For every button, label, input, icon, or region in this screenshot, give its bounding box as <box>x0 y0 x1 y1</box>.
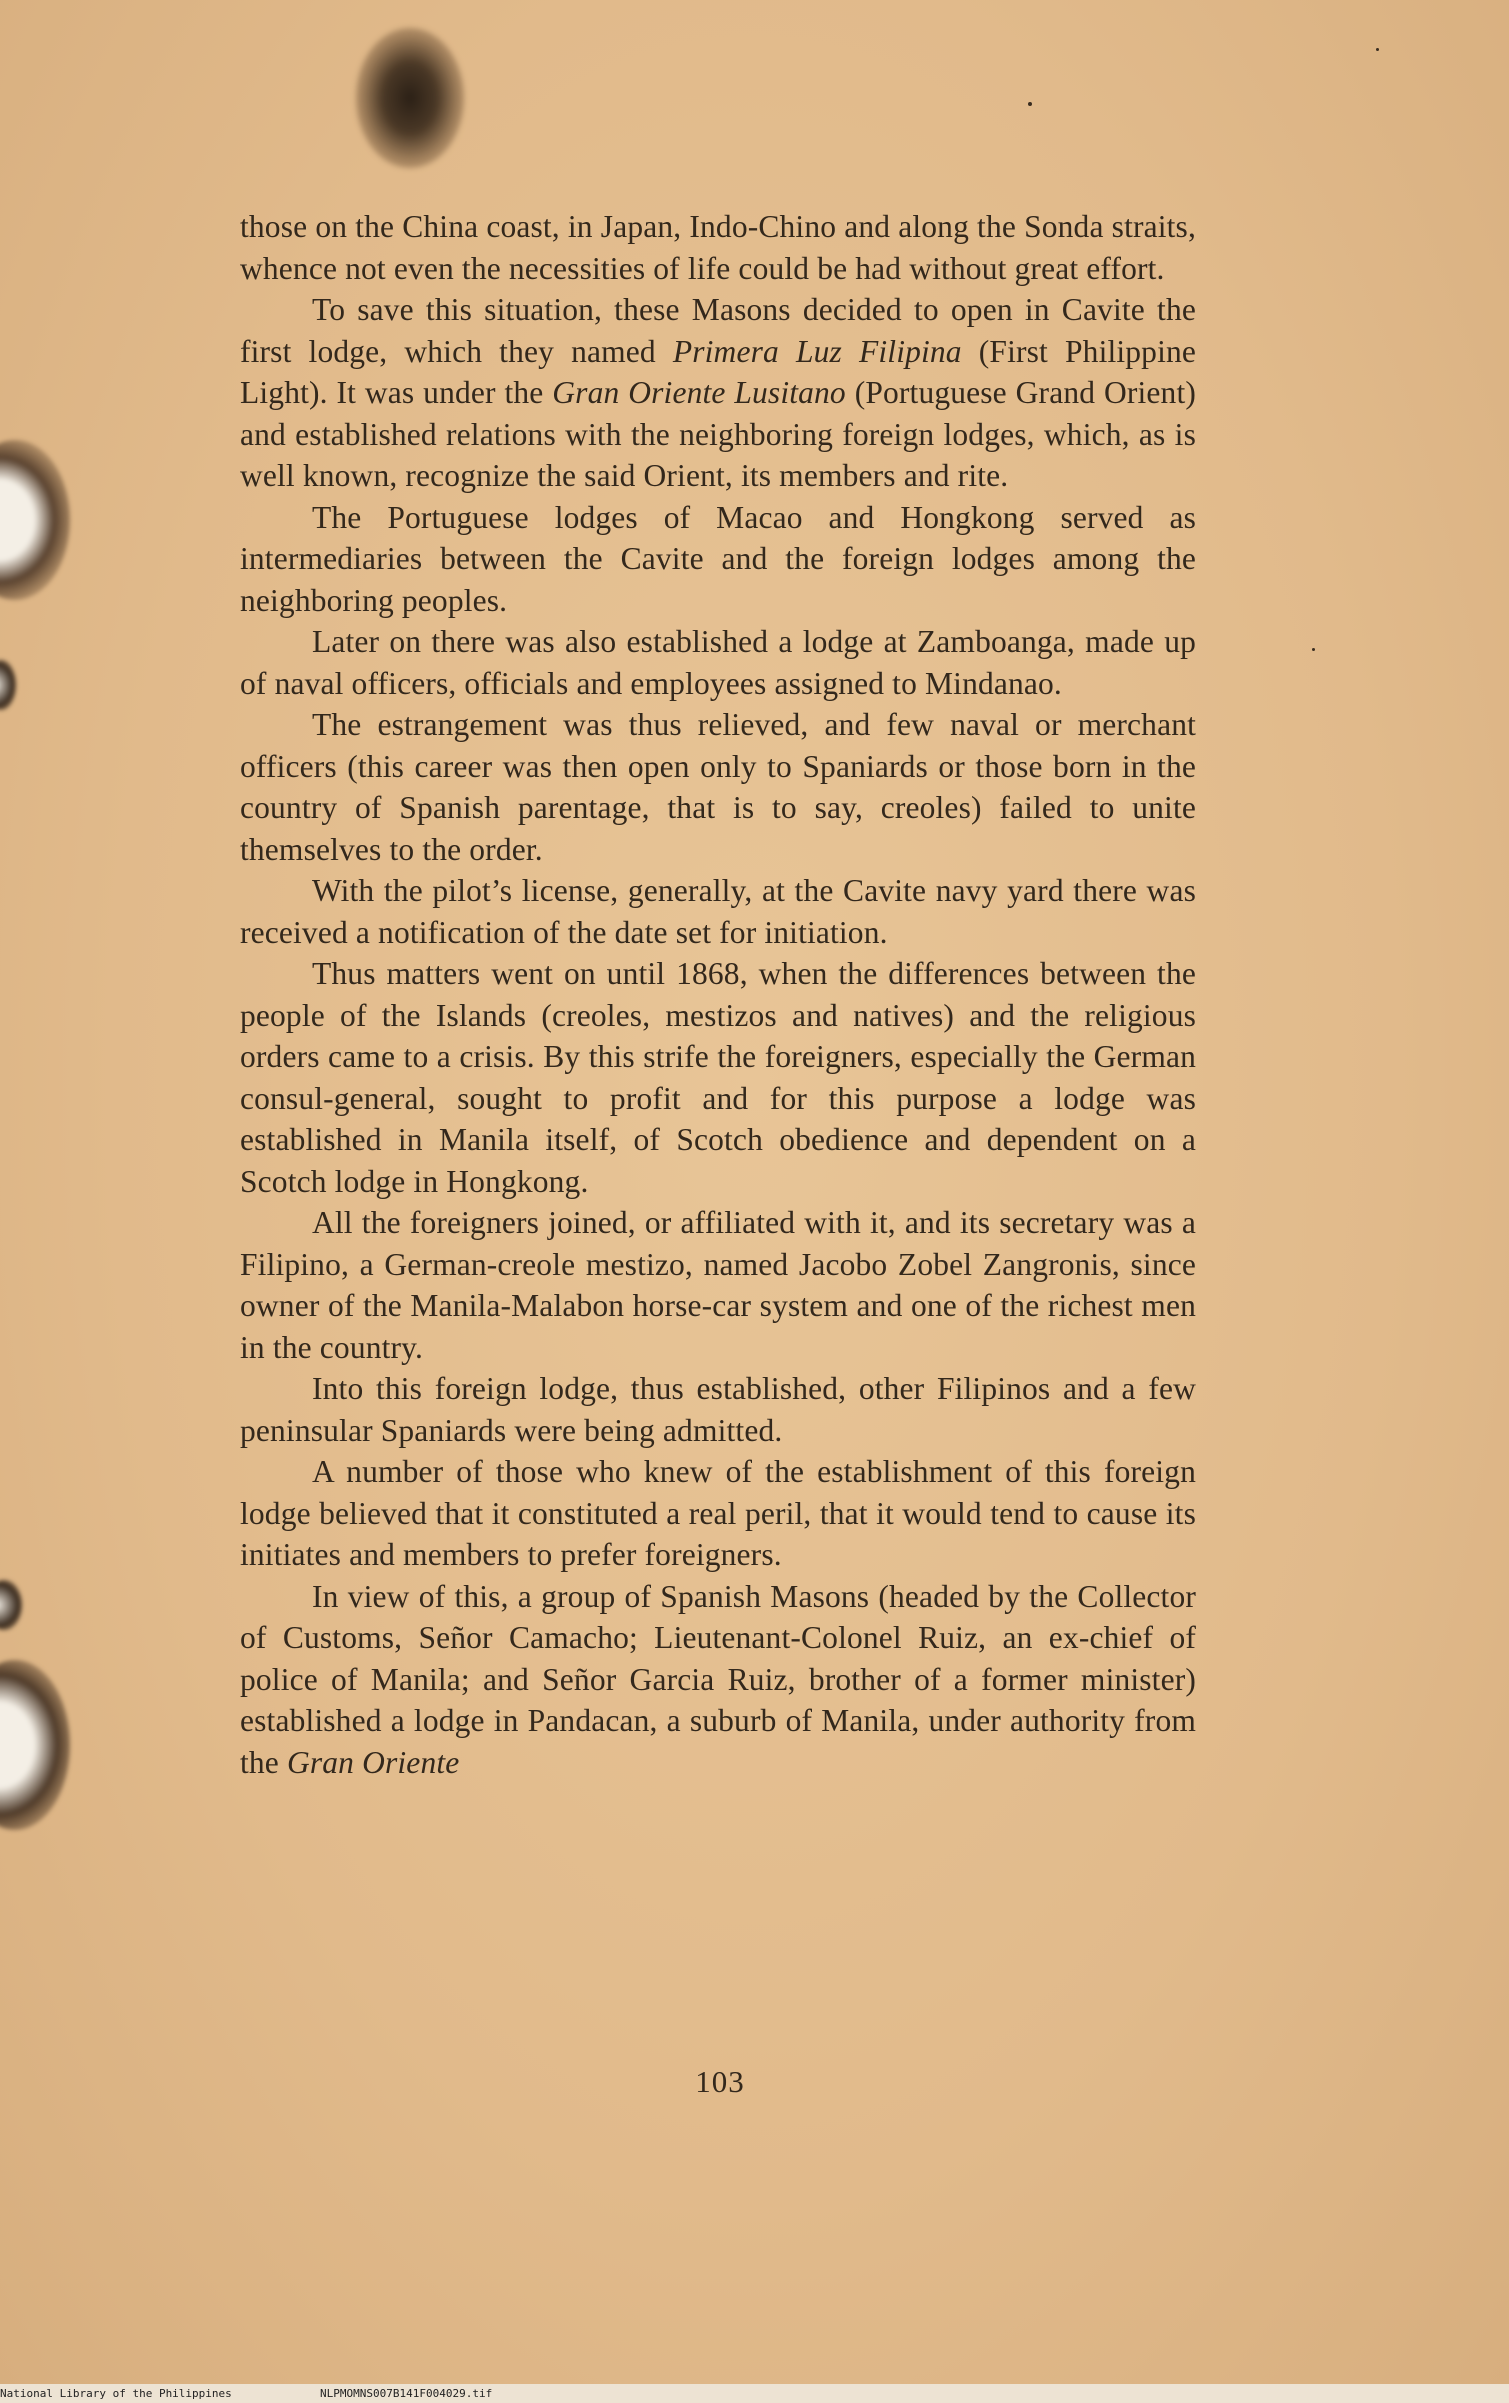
paragraph <box>240 1202 1196 1368</box>
text-run: All the foreigners joined, or affiliated with it, and its secretary was a Filipino, a German-creole mestizo, named Jacobo Zobel Zangronis, since owner of the Manila-Malabon horse-car system and one of the richest men in the country. <box>240 1205 1196 1365</box>
text-run: To save this situation, these Masons decided to open in Cavite the first lodge, which they named <box>240 292 1196 369</box>
paragraph <box>240 870 1196 953</box>
footer-library: National Library of the Philippines <box>0 2387 232 2400</box>
body-text <box>240 206 1196 1783</box>
text-run: Thus matters went on until 1868, when the differences between the people of the Islands (creoles, mestizos and natives) and the religious orders came to a crisis. By this strife the foreigners, especially the German consul-general, sought to profit and for this purpose a lodge was established in Manila itself, of Scotch obedience and dependent on a Scotch lodge in Hongkong. <box>240 956 1196 1199</box>
paragraph <box>240 289 1196 497</box>
text-run: With the pilot’s license, generally, at the Cavite navy yard there was received a notification of the date set for initiation. <box>240 873 1196 950</box>
paragraph <box>240 704 1196 870</box>
text-run: Later on there was also established a lodge at Zamboanga, made up of naval officers, officials and employees assigned to Mindanao. <box>240 624 1196 701</box>
text-run: (Portuguese Grand Orient) and established relations with the neighboring foreign lodges, which, as is well known, recognize the said Orient, its members and rite. <box>240 375 1196 493</box>
edge-damage <box>0 440 70 600</box>
text-run: The Portuguese lodges of Macao and Hongkong served as intermediaries between the Cavite and the foreign lodges among the neighboring peoples. <box>240 499 1196 618</box>
speck <box>1312 648 1315 651</box>
italic-term: Gran Oriente Lusitano <box>552 375 846 410</box>
text-run: In view of this, a group of Spanish Masons (headed by the Collector of Customs, Señor Camacho; Lieutenant-Colonel Ruiz, an ex-chief of police of Manila; and Señor Garcia Ruiz, brother of a former minister) established a lodge in Pandacan, a suburb of Manila, under authority from the <box>240 1578 1196 1780</box>
ink-stain <box>356 28 464 168</box>
paragraph <box>240 1576 1196 1784</box>
text-run: those on the China coast, in Japan, Indo-Chino and along the Sonda straits, whence not even the necessities of life could be had without great effort. <box>240 209 1196 286</box>
edge-damage <box>0 660 16 710</box>
italic-term: Primera Luz Filipina <box>672 333 962 369</box>
text-run: The estrangement was thus relieved, and few naval or merchant officers (this career was then open only to Spaniards or those born in the country of Spanish parentage, that is to say, creoles) failed to unite themselves to the order. <box>240 707 1196 867</box>
italic-term: Gran Oriente <box>286 1744 460 1780</box>
text-run: (First Philippine Light). It was under the <box>240 333 1197 410</box>
paragraph <box>240 1368 1196 1451</box>
paragraph <box>240 953 1196 1202</box>
speck <box>1376 48 1379 51</box>
paragraph <box>240 1451 1196 1576</box>
footer-file-id: NLPMOMNS007B141F004029.tif <box>320 2387 493 2400</box>
edge-damage <box>0 1580 22 1630</box>
text-run: Into this foreign lodge, thus established, other Filipinos and a few peninsular Spaniards were being admitted. <box>240 1371 1196 1448</box>
speck <box>1028 102 1032 106</box>
paragraph <box>240 497 1196 622</box>
scan-footer <box>0 2384 1509 2403</box>
paragraph <box>240 621 1196 704</box>
paragraph <box>240 206 1196 289</box>
page-number: 103 <box>695 2064 745 2099</box>
edge-damage <box>0 1660 70 1830</box>
text-run: A number of those who knew of the establishment of this foreign lodge believed that it constituted a real peril, that it would tend to cause its initiates and members to prefer foreigners. <box>240 1454 1196 1572</box>
